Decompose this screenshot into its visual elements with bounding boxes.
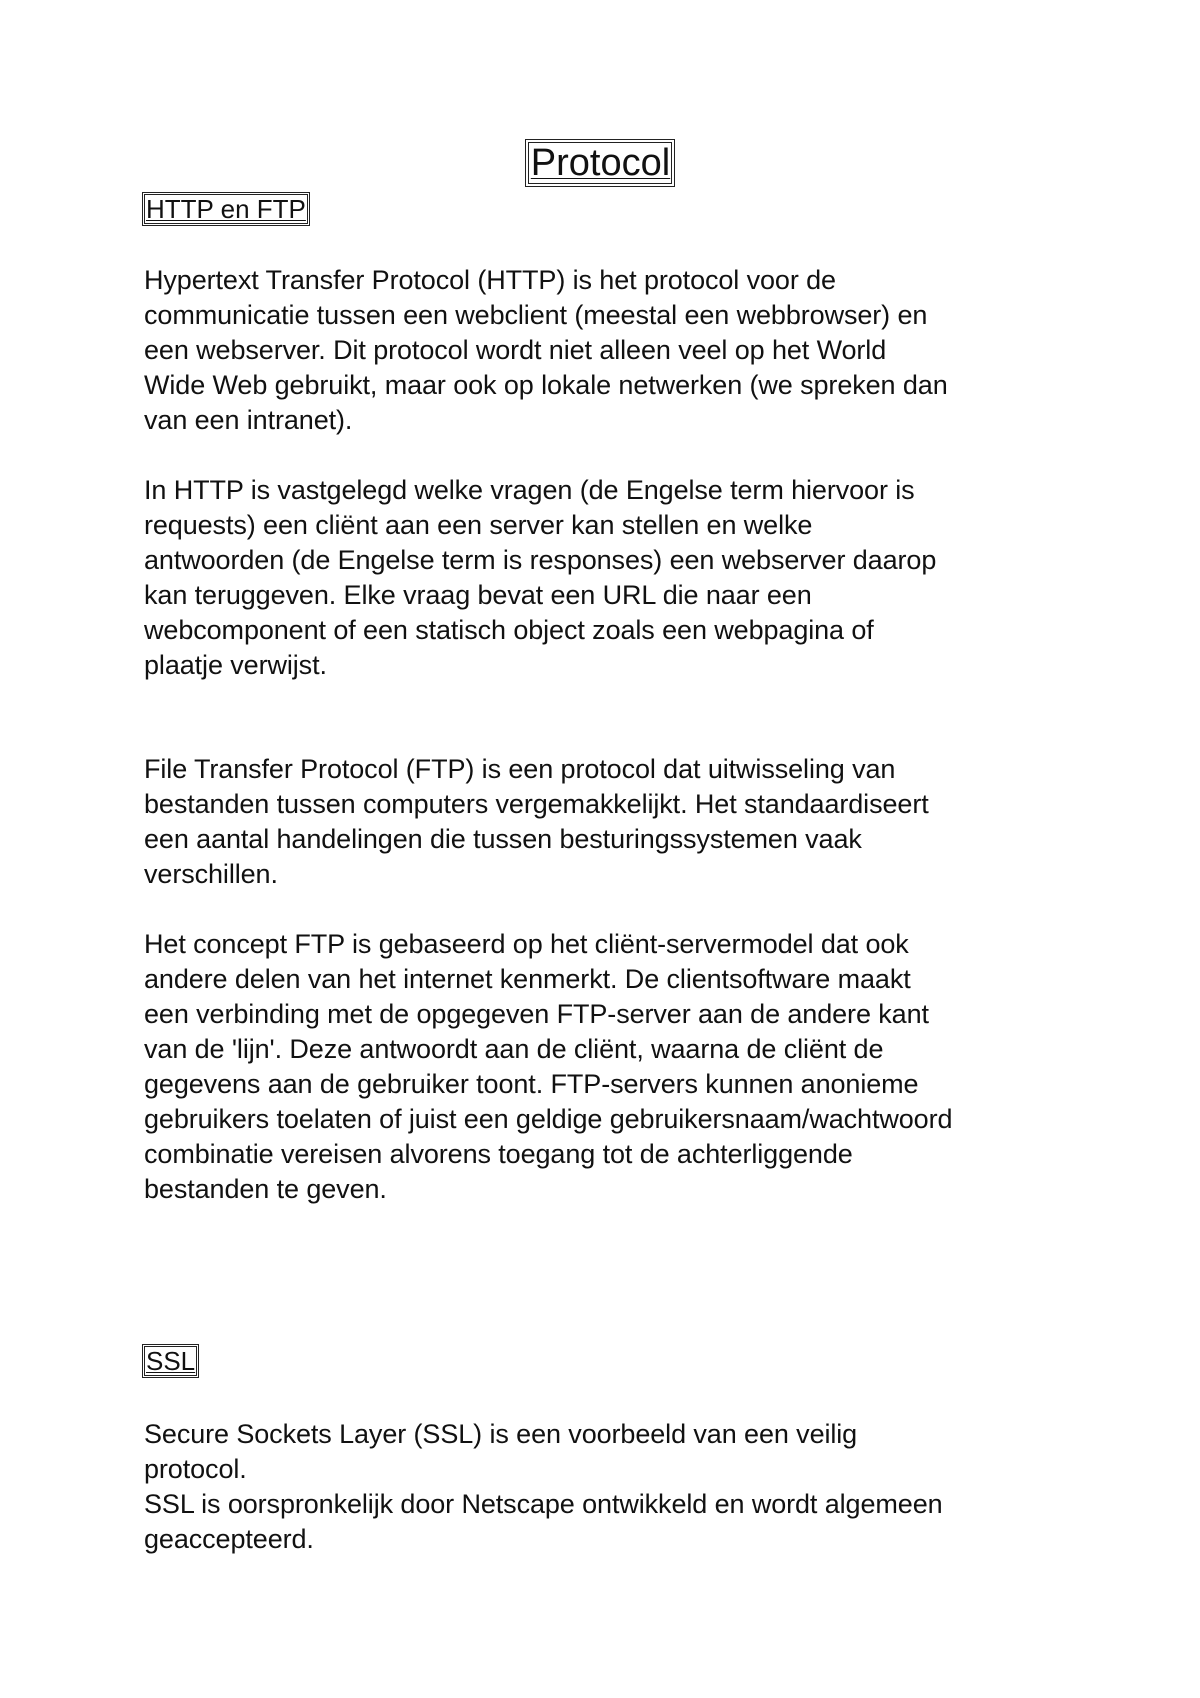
document-title-text: Protocol <box>528 142 672 184</box>
text-line: gebruikers toelaten of juist een geldige gebruikersnaam/wachtwoord <box>144 1104 953 1134</box>
text-line: Het concept FTP is gebaseerd op het cliënt-servermodel dat ook <box>144 929 909 959</box>
text-line: protocol. <box>144 1454 247 1484</box>
section-heading-ssl <box>144 1346 197 1376</box>
section-heading-ssl-text: SSL <box>146 1346 196 1376</box>
text-line: Hypertext Transfer Protocol (HTTP) is het protocol voor de <box>144 265 836 295</box>
text-line: File Transfer Protocol (FTP) is een protocol dat uitwisseling van <box>144 754 896 784</box>
text-line: Wide Web gebruikt, maar ook op lokale netwerken (we spreken dan <box>144 370 948 400</box>
text-line: communicatie tussen een webclient (meestal een webbrowser) en <box>144 300 928 330</box>
text-line: kan teruggeven. Elke vraag bevat een URL die naar een <box>144 580 812 610</box>
section-heading-http-ftp <box>144 194 308 224</box>
document-title <box>0 141 1200 185</box>
paragraph-http-requests <box>144 473 1084 683</box>
text-line: webcomponent of een statisch object zoals een webpagina of <box>144 615 874 645</box>
paragraph-ftp-definition <box>144 752 1084 892</box>
text-line: antwoorden (de Engelse term is responses) een webserver daarop <box>144 545 937 575</box>
text-line: SSL is oorspronkelijk door Netscape ontwikkeld en wordt algemeen <box>144 1489 943 1519</box>
text-line: een aantal handelingen die tussen besturingssystemen vaak <box>144 824 862 854</box>
paragraph-ftp-concept <box>144 927 1084 1207</box>
text-line: requests) een cliënt aan een server kan stellen en welke <box>144 510 813 540</box>
text-line: een verbinding met de opgegeven FTP-server aan de andere kant <box>144 999 929 1029</box>
text-line: gegevens aan de gebruiker toont. FTP-servers kunnen anonieme <box>144 1069 919 1099</box>
section-heading-http-ftp-text: HTTP en FTP <box>146 194 306 224</box>
text-line: andere delen van het internet kenmerkt. De clientsoftware maakt <box>144 964 911 994</box>
text-line: bestanden te geven. <box>144 1174 387 1204</box>
text-line: een webserver. Dit protocol wordt niet alleen veel op het World <box>144 335 887 365</box>
text-line: plaatje verwijst. <box>144 650 327 680</box>
text-line: van een intranet). <box>144 405 353 435</box>
text-line: geaccepteerd. <box>144 1524 314 1554</box>
paragraph-http-definition <box>144 263 1084 438</box>
text-line: verschillen. <box>144 859 278 889</box>
text-line: Secure Sockets Layer (SSL) is een voorbeeld van een veilig <box>144 1419 858 1449</box>
text-line: In HTTP is vastgelegd welke vragen (de Engelse term hiervoor is <box>144 475 915 505</box>
text-line: bestanden tussen computers vergemakkelijkt. Het standaardiseert <box>144 789 929 819</box>
text-line: combinatie vereisen alvorens toegang tot de achterliggende <box>144 1139 853 1169</box>
text-line: van de 'lijn'. Deze antwoordt aan de cliënt, waarna de cliënt de <box>144 1034 884 1064</box>
paragraph-ssl <box>144 1417 1084 1557</box>
